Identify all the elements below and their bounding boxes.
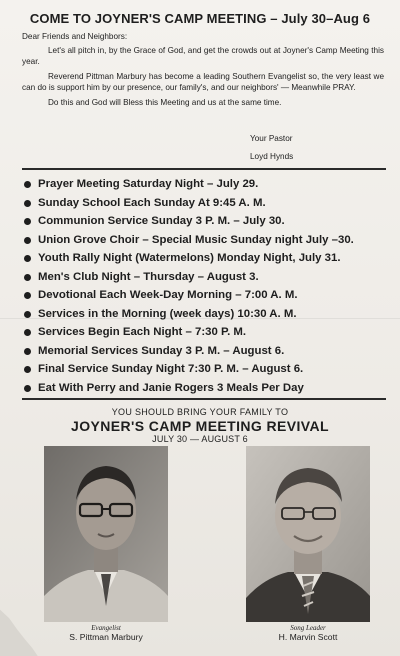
event-item (24, 342, 384, 361)
bullet-icon (24, 274, 31, 281)
bullet-icon (24, 366, 31, 373)
evangelist-role: Evangelist (91, 624, 121, 632)
event-item (24, 286, 384, 305)
evangelist-name: S. Pittman Marbury (69, 632, 143, 642)
evangelist-portrait (44, 446, 168, 622)
event-item (24, 305, 384, 324)
song-leader-portrait (246, 446, 370, 622)
event-item (24, 323, 384, 342)
event-item (24, 360, 384, 379)
bullet-icon (24, 255, 31, 262)
event-text: Services Begin Each Night – 7:30 P. M. (38, 326, 247, 338)
torn-corner (0, 598, 46, 656)
event-schedule-list (24, 175, 384, 397)
event-item (24, 175, 384, 194)
song-leader-name: H. Marvin Scott (278, 632, 338, 642)
event-text: Sunday School Each Sunday At 9:45 A. M. (38, 196, 266, 209)
event-item (24, 379, 384, 398)
bullet-icon (24, 237, 31, 244)
bullet-icon (24, 311, 31, 318)
event-item (24, 194, 384, 213)
song-leader-role: Song Leader (290, 624, 326, 632)
bullet-icon (24, 348, 31, 355)
divider-rule (22, 398, 386, 400)
signature-title: Your Pastor (250, 134, 293, 143)
event-text: Prayer Meeting Saturday Night – July 29. (38, 178, 259, 190)
bullet-icon (24, 329, 31, 336)
event-text: Men's Club Night – Thursday – August 3. (38, 270, 259, 283)
event-text: Devotional Each Week-Day Morning – 7:00 A. M. (38, 289, 298, 301)
divider-rule (22, 168, 386, 170)
event-text: Eat With Perry and Janie Rogers 3 Meals Per Day (38, 381, 304, 394)
event-item (24, 231, 384, 250)
flyer-heading: COME TO JOYNER'S CAMP MEETING – July 30–Aug 6 (29, 11, 371, 26)
event-item (24, 268, 384, 287)
revival-lead: YOU SHOULD BRING YOUR FAMILY TO (111, 407, 289, 417)
bullet-icon (24, 385, 31, 392)
bullet-icon (24, 200, 31, 207)
letter-paragraph: Reverend Pittman Marbury has become a leading Southern Evangelist so, the very least we can do is support him by our presence, our family's, and our neighbors' — Meanwhile PRAY. (22, 72, 384, 92)
letter-salutation: Dear Friends and Neighbors: (22, 32, 128, 41)
revival-title: JOYNER'S CAMP MEETING REVIVAL (71, 418, 329, 434)
event-text: Memorial Services Sunday 3 P. M. – August 6. (38, 344, 285, 357)
event-item (24, 212, 384, 231)
event-text: Youth Rally Night (Watermelons) Monday Night, July 31. (38, 252, 341, 264)
letter-paragraph: Do this and God will Bless this Meeting and us at the same time. (48, 98, 282, 107)
event-item (24, 249, 384, 268)
bullet-icon (24, 181, 31, 188)
signature-name: Loyd Hynds (250, 152, 294, 161)
event-text: Services in the Morning (week days) 10:30 A. M. (38, 307, 297, 320)
bullet-icon (24, 292, 31, 299)
event-text: Communion Service Sunday 3 P. M. – July 30. (38, 215, 285, 227)
revival-dates: JULY 30 — AUGUST 6 (152, 434, 248, 444)
letter-paragraph: Let's all pitch in, by the Grace of God, and get the crowds out at Joyner's Camp Meeting this year. (22, 46, 384, 66)
event-text: Union Grove Choir – Special Music Sunday night July –30. (38, 233, 354, 246)
bullet-icon (24, 218, 31, 225)
event-text: Final Service Sunday Night 7:30 P. M. – August 6. (38, 363, 304, 375)
pastor-letter (22, 31, 384, 112)
